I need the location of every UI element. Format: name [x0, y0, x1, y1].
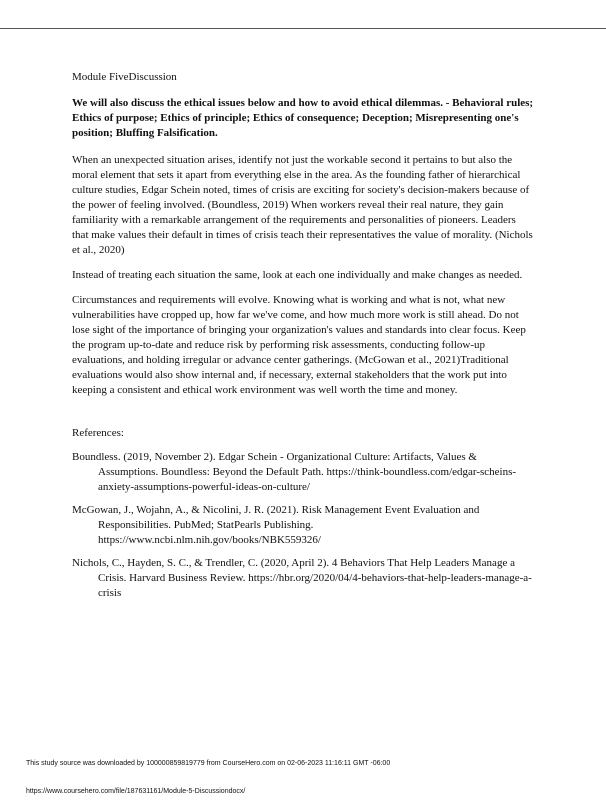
reference-entry: McGowan, J., Wojahn, A., & Nicolini, J. R. (2021). Risk Management Event Evaluation and Responsibilities. PubMed; StatPearls Publishing. https://www.ncbi.nlm.nih.gov/books/NBK559326/ [72, 504, 480, 546]
document-body [72, 70, 534, 609]
body-paragraph: When an unexpected situation arises, identify not just the workable second it pertains to but also the moral element that sets it apart from everything else in the area. As the founding father of hierarchical culture studies, Edgar Schein noted, times of crisis are exciting for society's decision-makers because of the power of feeling involved. (Boundless, 2019) When workers reveal their real nature, they gain familiarity with a remarkable arrangement of the requirements and personalities of pioneers. Leaders that make values their default in times of crisis teach their representatives the value of morality. (Nichols et al., 2020) [72, 154, 533, 256]
body-paragraph: Instead of treating each situation the same, look at each one individually and make changes as needed. [72, 269, 523, 281]
discussion-heading: We will also discuss the ethical issues below and how to avoid ethical dilemmas. - Behavioral rules; Ethics of purpose; Ethics of principle; Ethics of consequence; Deception; Misrepresenting one's position; Bluffing Falsification. [72, 97, 534, 139]
top-divider [0, 28, 606, 29]
source-url[interactable]: https://www.coursehero.com/file/187631161/Module-5-Discussiondocx/ [26, 788, 246, 795]
download-source-note: This study source was downloaded by 100000859819779 from CourseHero.com on 02-06-2023 11:16:11 GMT -06:00 [26, 760, 391, 767]
reference-entry: Nichols, C., Hayden, S. C., & Trendler, C. (2020, April 2). 4 Behaviors That Help Leaders Manage a Crisis. Harvard Business Review. https://hbr.org/2020/04/4-behaviors-that-help-leaders-manage-a-crisis [72, 557, 532, 599]
body-paragraph: Circumstances and requirements will evolve. Knowing what is working and what is not, what new vulnerabilities have cropped up, how far we've come, and how much more work is still ahead. Do not lose sight of the importance of bringing your organization's values and standards into clear focus. Keep the program up-to-date and reduce risk by performing risk assessments, conducting follow-up evaluations, and holding irregular or advance center gatherings. (McGowan et al., 2021)Traditional evaluations would also show internal and, if necessary, external stakeholders that the work put into keeping a consistent and ethical work environment was well worth the time and money. [72, 294, 526, 396]
reference-entry: Boundless. (2019, November 2). Edgar Schein - Organizational Culture: Artifacts, Values & Assumptions. Boundless: Beyond the Default Path. https://think-boundless.com/edgar-scheins-anxiety-assumptions-powerful-ideas-on-culture/ [72, 451, 517, 493]
references-heading: References: [72, 427, 124, 439]
module-title: Module FiveDiscussion [72, 71, 177, 83]
section-spacer [72, 408, 534, 426]
